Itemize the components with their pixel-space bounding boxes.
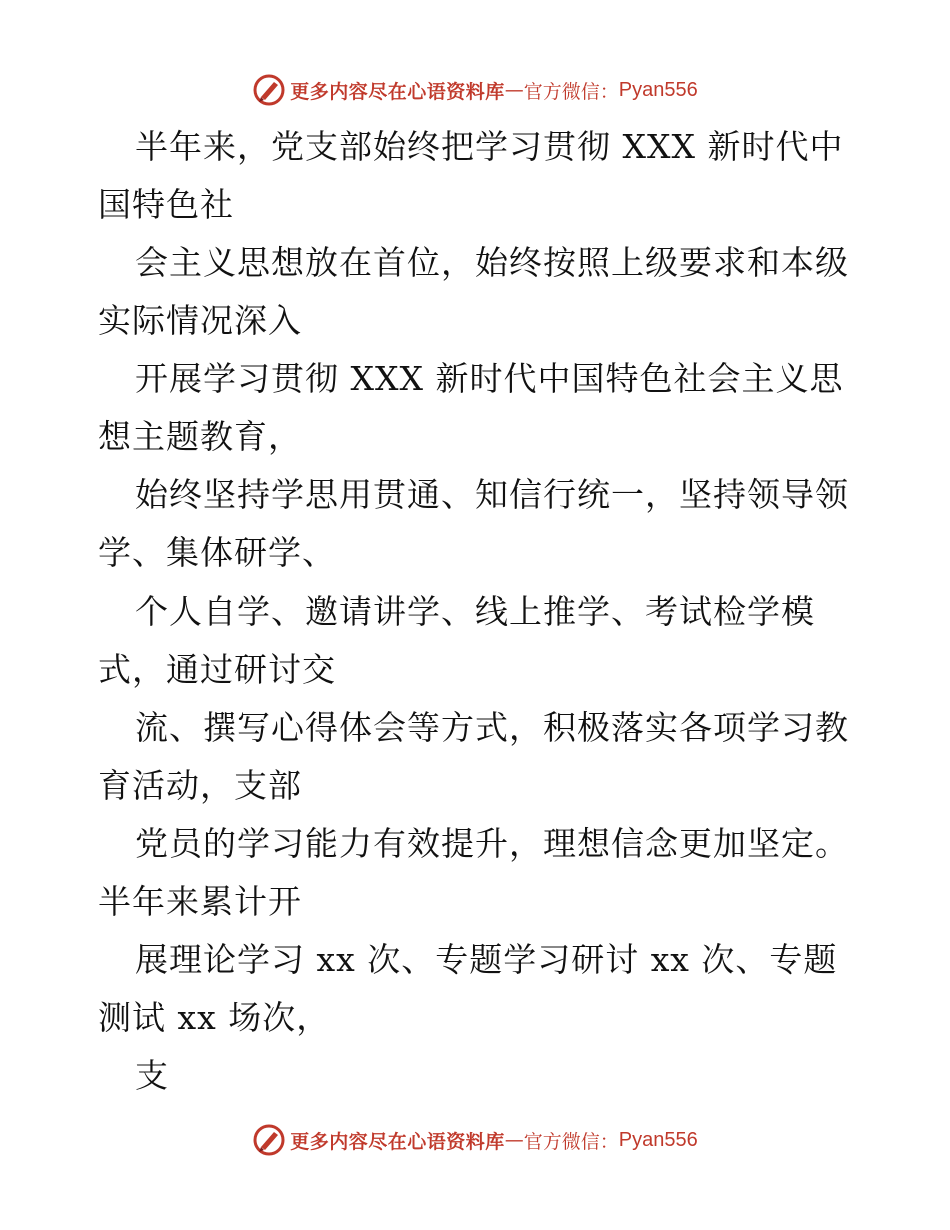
body-line: 党员的学习能力有效提升，理想信念更加坚定。 — [135, 824, 849, 863]
pen-logo-icon — [252, 73, 286, 107]
body-line: 想主题教育， — [98, 417, 302, 456]
footer-dash: — — [504, 1129, 524, 1151]
body-line: 开展学习贯彻 XXX 新时代中国特色社会主义思 — [135, 359, 844, 398]
header-banner — [0, 70, 950, 110]
body-line: 测试 xx 场次， — [98, 998, 331, 1037]
footer-site-name: 更多内容尽在心语资料库 — [290, 1130, 505, 1153]
body-line: 式，通过研讨交 — [98, 650, 336, 689]
body-line: 育活动，支部 — [98, 766, 302, 805]
pen-logo-icon — [252, 1123, 286, 1157]
header-wechat-label: 官方微信： — [523, 80, 619, 103]
body-line: 实际情况深入 — [98, 301, 302, 340]
footer-banner — [0, 1120, 950, 1160]
body-line: 流、撰写心得体会等方式，积极落实各项学习教 — [135, 708, 849, 747]
body-line: 半年来，党支部始终把学习贯彻 XXX 新时代中 — [135, 127, 844, 166]
header-site-name: 更多内容尽在心语资料库 — [290, 80, 505, 103]
body-line: 半年来累计开 — [98, 882, 302, 921]
footer-wechat-label: 官方微信： — [523, 1130, 619, 1153]
footer-wechat-id: Pyan556 — [618, 1128, 698, 1151]
header-dash: — — [504, 79, 524, 101]
body-line: 始终坚持学思用贯通、知信行统一，坚持领导领 — [135, 475, 849, 514]
body-line: 个人自学、邀请讲学、线上推学、考试检学模 — [135, 592, 815, 631]
header-wechat-id: Pyan556 — [618, 78, 698, 101]
body-line: 学、集体研学、 — [98, 533, 336, 572]
body-line: 展理论学习 xx 次、专题学习研讨 xx 次、专题 — [135, 940, 838, 979]
body-line: 会主义思想放在首位，始终按照上级要求和本级 — [135, 243, 849, 282]
body-line: 国特色社 — [98, 185, 234, 224]
body-line: 支 — [135, 1056, 169, 1095]
